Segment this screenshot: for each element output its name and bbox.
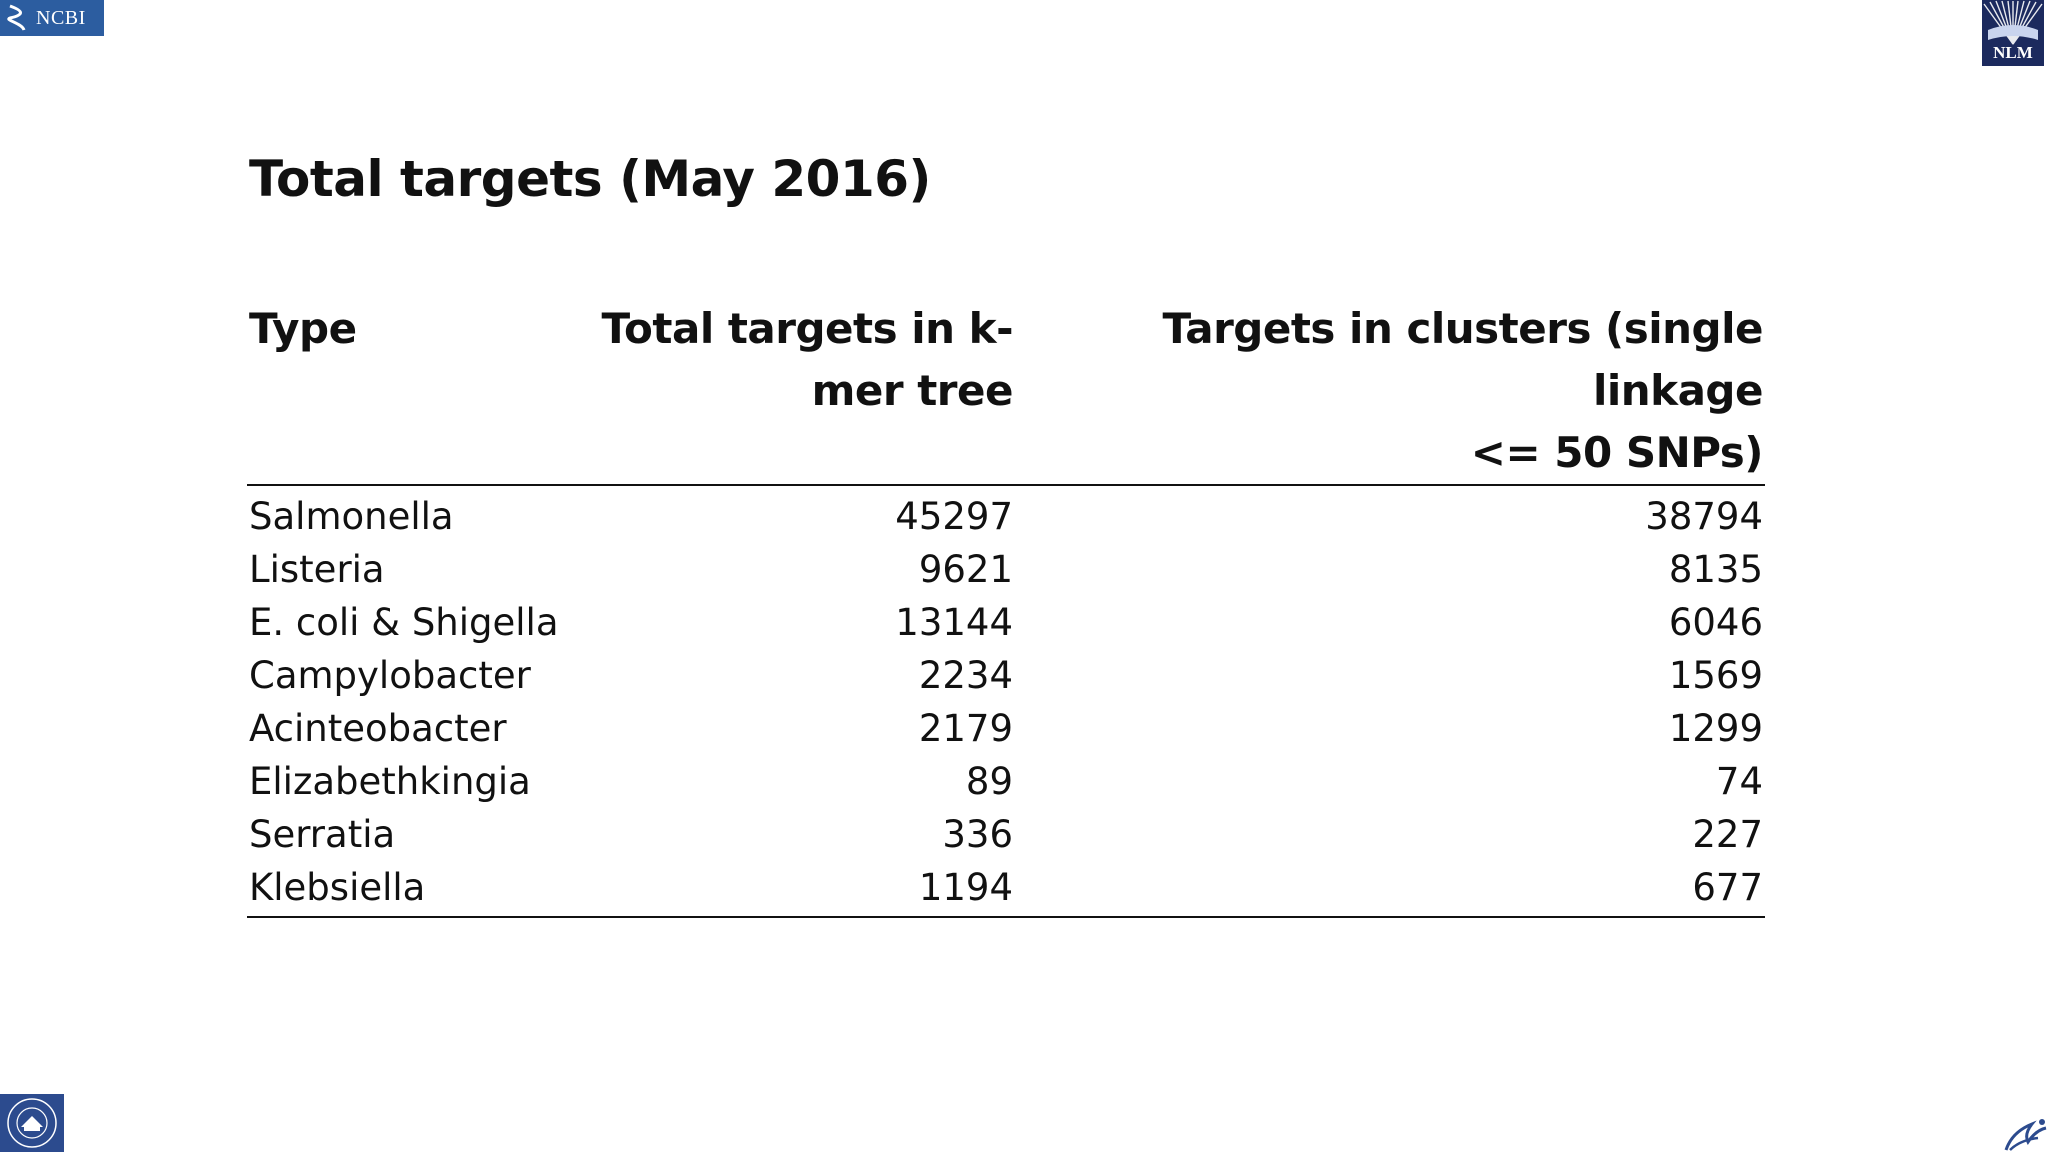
cell-type: E. coli & Shigella [249, 601, 559, 644]
nlm-logo-label: NLM [1993, 43, 2033, 62]
cell-clusters: 8135 [1668, 548, 1763, 591]
cell-clusters: 6046 [1668, 601, 1763, 644]
cell-total: 45297 [895, 495, 1013, 538]
cell-total: 9621 [918, 548, 1013, 591]
slide-title: Total targets (May 2016) [249, 150, 931, 208]
table-row [247, 702, 1765, 755]
cell-type: Elizabethkingia [249, 760, 531, 803]
nih-seal-icon [0, 1094, 64, 1152]
nlm-logo [1982, 0, 2044, 66]
table-row [247, 596, 1765, 649]
targets-table [247, 298, 1765, 918]
header-clusters-line1: Targets in clusters (single linkage [1162, 304, 1763, 415]
table-row [247, 755, 1765, 808]
table-row [247, 649, 1765, 702]
cell-type: Salmonella [249, 495, 454, 538]
table-row [247, 543, 1765, 596]
ncbi-logo-label: NCBI [36, 6, 86, 29]
table-row [247, 808, 1765, 861]
cell-type: Campylobacter [249, 654, 531, 697]
header-type-label: Type [249, 304, 357, 353]
cell-type: Klebsiella [247, 861, 581, 917]
cell-clusters: 38794 [1645, 495, 1763, 538]
cell-total: 2179 [918, 707, 1013, 750]
cell-clusters: 74 [1715, 760, 1763, 803]
cell-type: Acinteobacter [249, 707, 507, 750]
cell-type: Listeria [249, 548, 385, 591]
header-type [247, 298, 581, 485]
table-row [247, 861, 1765, 917]
header-total-targets [581, 298, 1015, 485]
cell-total: 89 [965, 760, 1013, 803]
header-clusters-line2: <= 50 SNPs) [1470, 428, 1763, 477]
cell-clusters: 1569 [1668, 654, 1763, 697]
nih-seal-logo [0, 1094, 64, 1152]
header-targets-in-clusters [1015, 298, 1765, 485]
hhs-eagle-icon [1998, 1102, 2048, 1152]
header-total-line1: Total targets in k- [601, 304, 1013, 353]
cell-total: 336 [942, 813, 1013, 856]
table-header-row [247, 298, 1765, 485]
ncbi-logo [0, 0, 104, 36]
table-row [247, 485, 1765, 543]
cell-clusters: 677 [1015, 861, 1765, 917]
cell-type: Serratia [249, 813, 396, 856]
hhs-eagle-logo [1998, 1102, 2048, 1152]
cell-total: 13144 [895, 601, 1013, 644]
header-total-line2: mer tree [811, 366, 1013, 415]
cell-clusters: 227 [1692, 813, 1763, 856]
dna-helix-icon [6, 3, 28, 33]
cell-clusters: 1299 [1668, 707, 1763, 750]
cell-total: 2234 [918, 654, 1013, 697]
cell-total: 1194 [581, 861, 1015, 917]
